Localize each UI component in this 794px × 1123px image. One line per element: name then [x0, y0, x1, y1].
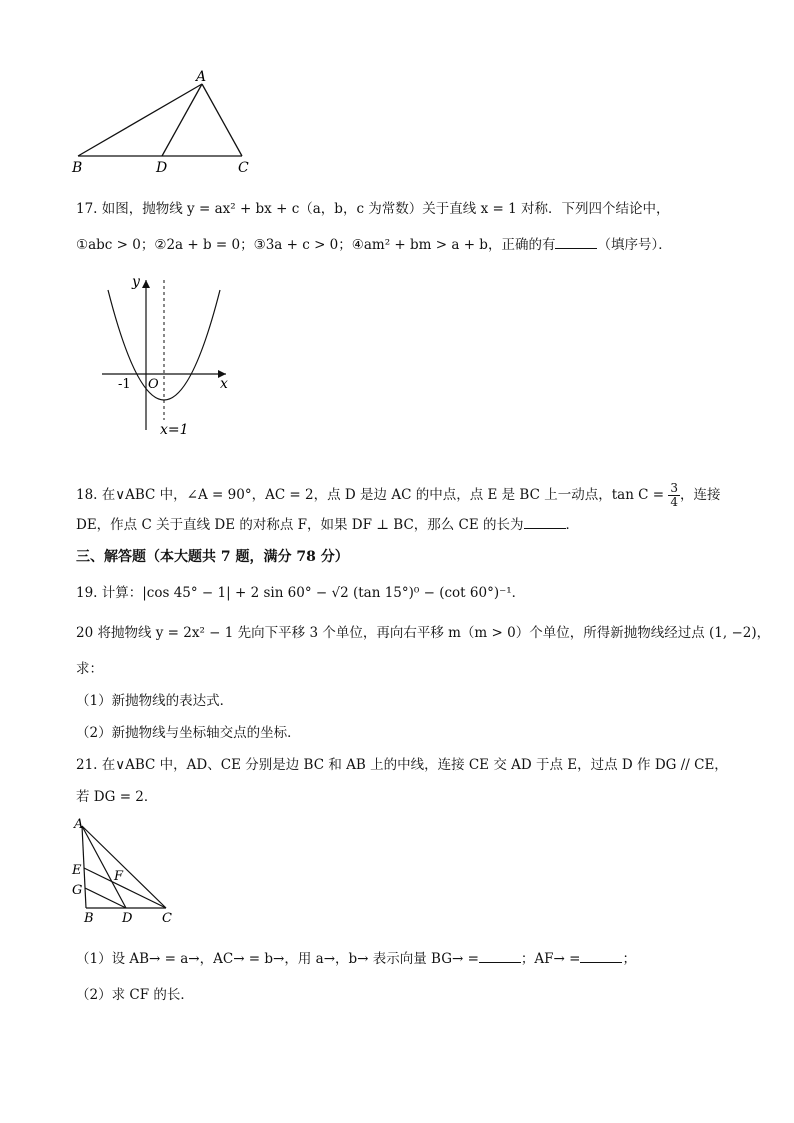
bg-answer-blank: [479, 950, 521, 963]
label-e21: E: [72, 863, 82, 878]
triangle-figure-21: [66, 816, 186, 926]
af-answer-blank: [580, 950, 622, 963]
label-d21: D: [122, 911, 133, 926]
q21-part1-text: （1）设 AB→ = a→，AC→ = b→，用 a→，b→ 表示向量 BG→ =: [76, 951, 479, 967]
label-b: B: [72, 160, 83, 176]
q21-line2: 若 DG = 2．: [76, 789, 158, 805]
label-d: D: [156, 160, 168, 176]
label-x-eq-1: x=1: [160, 422, 189, 438]
q18-question: DE，作点 C 关于直线 DE 的对称点 F，如果 DF ⊥ BC，那么 CE 的长为: [76, 517, 524, 533]
q17-answer-blank: [555, 236, 597, 249]
triangle-figure-16: [66, 70, 266, 180]
q21-line1: 21. 在∨ABC 中，AD、CE 分别是边 BC 和 AB 上的中线，连接 CE 交 AD 于点 E，过点 D 作 DG // CE，: [76, 757, 728, 773]
q18-line2: [76, 516, 579, 534]
q19-line: 19. 计算：|cos 45° − 1| + 2 sin 60° − √2 (tan 15°)⁰ − (cot 60°)⁻¹．: [76, 585, 526, 601]
label-b21: B: [84, 911, 94, 926]
label-o: O: [148, 377, 159, 392]
label-neg1: -1: [118, 377, 131, 392]
q18-line1: [76, 480, 721, 510]
q17-line2: [76, 236, 672, 254]
frac-den: 4: [670, 495, 679, 509]
q17-suffix: （填序号）．: [597, 237, 672, 253]
label-x: x: [220, 376, 228, 392]
q17-line1: 17. 如图，抛物线 y = ax² + bx + c（a，b，c 为常数）关于直线 x = 1 对称．下列四个结论中，: [76, 201, 670, 217]
label-g21: G: [72, 883, 83, 898]
q18-text: 18. 在∨ABC 中，∠A = 90°，AC = 2，点 D 是边 AC 的中点，点 E 是 BC 上一动点，tan C =: [76, 487, 665, 503]
q18-answer-blank: [524, 516, 566, 529]
label-a21: A: [74, 817, 84, 832]
label-c21: C: [162, 911, 172, 926]
q17-conclusions: ①abc > 0；②2a + b = 0；③3a + c > 0；④am² + bm > a + b，正确的有: [76, 237, 556, 253]
q20-part1: （1）新抛物线的表达式．: [76, 693, 234, 709]
parabola-figure-17: [96, 270, 246, 440]
q21-part1: [76, 950, 636, 968]
q18-end: ．: [565, 517, 580, 533]
label-f21: F: [114, 869, 124, 884]
label-a: A: [196, 70, 207, 85]
q18-connect: ，连接: [680, 487, 721, 503]
section-3-header: 三、解答题（本大题共 7 题，满分 78 分）: [76, 549, 349, 565]
q21-part2: （2）求 CF 的长．: [76, 987, 194, 1003]
frac-num: 3: [670, 481, 679, 495]
q21-part1-end: ；: [622, 951, 636, 967]
q21-af-label: ；AF→ =: [520, 951, 581, 967]
label-y: y: [132, 274, 140, 290]
q20-part2: （2）新抛物线与坐标轴交点的坐标．: [76, 725, 301, 741]
q20-line2: 求：: [76, 661, 103, 677]
label-c: C: [238, 160, 249, 176]
tan-c-fraction: [668, 482, 680, 509]
q20-line1: 20 将抛物线 y = 2x² − 1 先向下平移 3 个单位，再向右平移 m（m > 0）个单位，所得新抛物线经过点 (1, −2)，: [76, 625, 771, 641]
